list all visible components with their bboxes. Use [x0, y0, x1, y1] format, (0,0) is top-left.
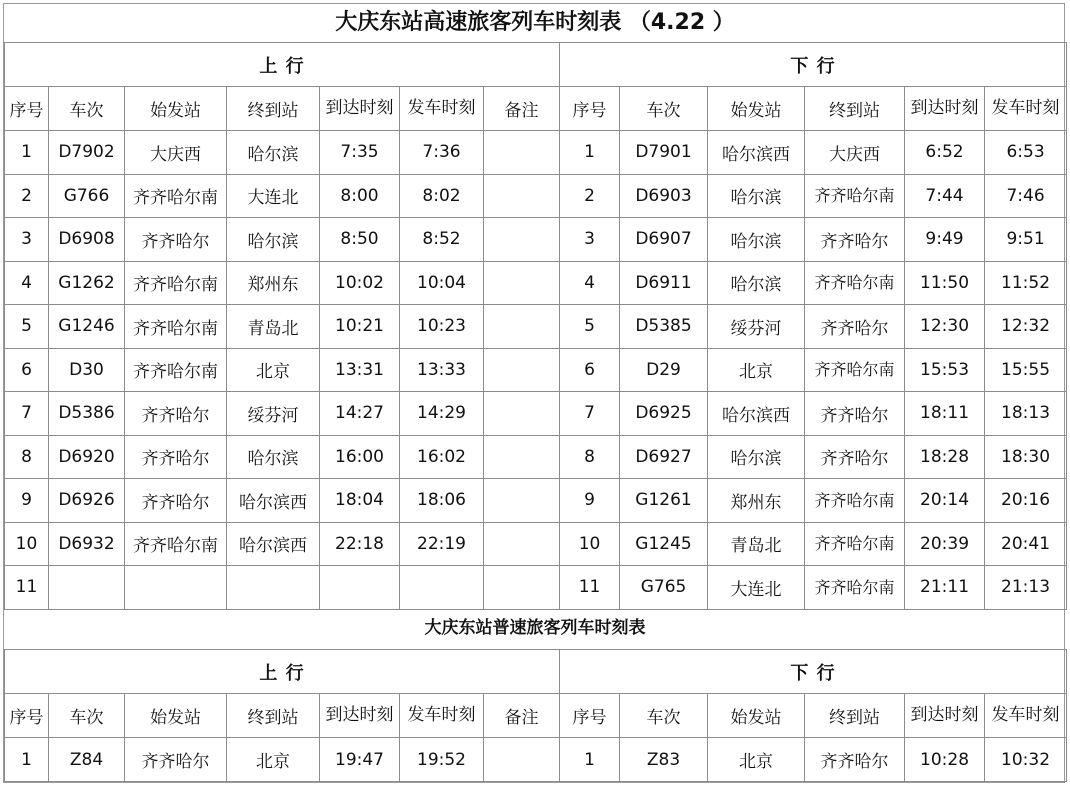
down-column-header: 序号	[560, 694, 620, 738]
down-cell: 青岛北	[708, 522, 805, 566]
up-cell: D30	[49, 348, 125, 392]
down-cell: 齐齐哈尔	[805, 738, 905, 782]
down-cell: 哈尔滨西	[708, 131, 805, 175]
down-cell: 哈尔滨	[708, 218, 805, 262]
down-cell: 齐齐哈尔南	[805, 522, 905, 566]
up-cell: 哈尔滨西	[227, 522, 320, 566]
down-cell: 4	[560, 261, 620, 305]
up-cell: 8:50	[320, 218, 400, 262]
up-cell: 齐齐哈尔	[125, 479, 227, 523]
down-cell: D7901	[620, 131, 708, 175]
down-column-header: 始发站	[708, 87, 805, 131]
down-cell: 11:52	[985, 261, 1067, 305]
down-cell: 齐齐哈尔南	[805, 348, 905, 392]
up-cell: 齐齐哈尔南	[125, 261, 227, 305]
down-cell: 3	[560, 218, 620, 262]
down-cell: G1245	[620, 522, 708, 566]
up-cell: 6	[5, 348, 49, 392]
down-cell: 9	[560, 479, 620, 523]
up-cell: 绥芬河	[227, 392, 320, 436]
table-row	[5, 479, 1067, 523]
down-cell: 齐齐哈尔	[805, 392, 905, 436]
down-column-header: 终到站	[805, 694, 905, 738]
up-cell: 齐齐哈尔	[125, 392, 227, 436]
down-cell: 20:14	[905, 479, 985, 523]
up-cell: 19:47	[320, 738, 400, 782]
up-cell: G1246	[49, 305, 125, 349]
down-cell: 12:30	[905, 305, 985, 349]
up-cell: D6920	[49, 435, 125, 479]
column-header-row	[5, 694, 1067, 738]
down-column-header: 到达时刻	[905, 87, 985, 131]
down-column-header: 车次	[620, 694, 708, 738]
up-column-header: 终到站	[227, 694, 320, 738]
up-cell	[484, 522, 560, 566]
down-cell: 齐齐哈尔	[805, 435, 905, 479]
down-cell: 21:13	[985, 566, 1067, 610]
up-column-header: 发车时刻	[400, 87, 484, 131]
up-cell	[125, 566, 227, 610]
down-cell: 21:11	[905, 566, 985, 610]
down-cell: 15:53	[905, 348, 985, 392]
up-column-header: 备注	[484, 694, 560, 738]
up-cell: 齐齐哈尔南	[125, 522, 227, 566]
up-cell	[484, 218, 560, 262]
up-cell: 16:02	[400, 435, 484, 479]
down-cell: 10	[560, 522, 620, 566]
down-cell: 郑州东	[708, 479, 805, 523]
up-cell: 7	[5, 392, 49, 436]
down-column-header: 车次	[620, 87, 708, 131]
table-row	[5, 131, 1067, 175]
down-cell: 8	[560, 435, 620, 479]
up-column-header: 到达时刻	[320, 694, 400, 738]
down-cell: G765	[620, 566, 708, 610]
down-cell: D6925	[620, 392, 708, 436]
up-cell: 哈尔滨	[227, 131, 320, 175]
down-cell: 12:32	[985, 305, 1067, 349]
down-cell: 10:28	[905, 738, 985, 782]
page-title: 大庆东站高速旅客列车时刻表 （4.22 ）	[335, 10, 735, 35]
up-cell	[484, 435, 560, 479]
up-cell: Z84	[49, 738, 125, 782]
down-cell: 7:46	[985, 174, 1067, 218]
up-cell: 北京	[227, 738, 320, 782]
up-cell: 8:52	[400, 218, 484, 262]
down-cell: 9:49	[905, 218, 985, 262]
up-cell: 齐齐哈尔	[125, 218, 227, 262]
down-cell: 18:13	[985, 392, 1067, 436]
down-column-header: 序号	[560, 87, 620, 131]
up-cell: 5	[5, 305, 49, 349]
down-column-header: 发车时刻	[985, 694, 1067, 738]
down-cell: 齐齐哈尔南	[805, 566, 905, 610]
down-cell: 齐齐哈尔南	[805, 479, 905, 523]
up-cell: D5386	[49, 392, 125, 436]
up-cell: 16:00	[320, 435, 400, 479]
up-cell: 8	[5, 435, 49, 479]
column-header-row	[5, 87, 1067, 131]
up-cell: 19:52	[400, 738, 484, 782]
up-cell: 18:04	[320, 479, 400, 523]
down-cell: 齐齐哈尔	[805, 305, 905, 349]
up-cell: 青岛北	[227, 305, 320, 349]
down-direction-label: 下 行	[560, 43, 1067, 87]
up-direction-label: 上 行	[5, 43, 560, 87]
up-column-header: 发车时刻	[400, 694, 484, 738]
up-cell: 22:19	[400, 522, 484, 566]
up-cell: 8:00	[320, 174, 400, 218]
up-cell: 4	[5, 261, 49, 305]
up-column-header: 车次	[49, 87, 125, 131]
up-cell: 10:21	[320, 305, 400, 349]
down-column-header: 终到站	[805, 87, 905, 131]
up-column-header: 到达时刻	[320, 87, 400, 131]
up-cell: 7:36	[400, 131, 484, 175]
up-cell: 10:04	[400, 261, 484, 305]
down-cell: D6927	[620, 435, 708, 479]
up-cell: 哈尔滨西	[227, 479, 320, 523]
down-cell: 齐齐哈尔南	[805, 261, 905, 305]
down-cell: 哈尔滨西	[708, 392, 805, 436]
down-cell: 18:11	[905, 392, 985, 436]
normal-speed-title: 大庆东站普速旅客列车时刻表	[424, 618, 646, 638]
up-cell: 齐齐哈尔南	[125, 348, 227, 392]
up-cell: D6908	[49, 218, 125, 262]
up-column-header: 备注	[484, 87, 560, 131]
up-cell: 大连北	[227, 174, 320, 218]
up-cell: 8:02	[400, 174, 484, 218]
up-cell: 9	[5, 479, 49, 523]
up-cell: 3	[5, 218, 49, 262]
down-cell: 11	[560, 566, 620, 610]
down-cell: D5385	[620, 305, 708, 349]
up-cell	[484, 392, 560, 436]
table-row	[5, 174, 1067, 218]
down-cell: 齐齐哈尔	[805, 218, 905, 262]
up-cell: 11	[5, 566, 49, 610]
down-column-header: 发车时刻	[985, 87, 1067, 131]
down-cell: 9:51	[985, 218, 1067, 262]
up-cell: 18:06	[400, 479, 484, 523]
down-cell: 10:32	[985, 738, 1067, 782]
down-cell: 哈尔滨	[708, 261, 805, 305]
up-cell	[484, 174, 560, 218]
up-cell: 14:27	[320, 392, 400, 436]
up-cell: 10	[5, 522, 49, 566]
table-row	[5, 218, 1067, 262]
up-cell	[484, 566, 560, 610]
up-column-header: 车次	[49, 694, 125, 738]
up-cell: 22:18	[320, 522, 400, 566]
up-direction-label: 上 行	[5, 650, 560, 694]
table-row	[5, 348, 1067, 392]
down-cell: Z83	[620, 738, 708, 782]
down-cell: 北京	[708, 348, 805, 392]
down-cell: 18:30	[985, 435, 1067, 479]
down-column-header: 到达时刻	[905, 694, 985, 738]
down-cell: 20:16	[985, 479, 1067, 523]
table-row	[5, 566, 1067, 610]
up-cell: D6932	[49, 522, 125, 566]
up-cell	[484, 305, 560, 349]
table-row	[5, 522, 1067, 566]
down-cell: D6903	[620, 174, 708, 218]
up-cell: 哈尔滨	[227, 435, 320, 479]
up-cell	[484, 479, 560, 523]
up-cell: D6926	[49, 479, 125, 523]
down-cell: 11:50	[905, 261, 985, 305]
up-cell	[320, 566, 400, 610]
up-cell: G766	[49, 174, 125, 218]
up-cell: 13:31	[320, 348, 400, 392]
down-cell: 哈尔滨	[708, 174, 805, 218]
up-column-header: 序号	[5, 87, 49, 131]
up-cell: 10:02	[320, 261, 400, 305]
down-cell: 5	[560, 305, 620, 349]
up-column-header: 终到站	[227, 87, 320, 131]
table-row	[5, 305, 1067, 349]
down-cell: 1	[560, 738, 620, 782]
table-row	[5, 738, 1067, 782]
down-cell: G1261	[620, 479, 708, 523]
down-cell: 20:39	[905, 522, 985, 566]
down-cell: 18:28	[905, 435, 985, 479]
table-row	[5, 392, 1067, 436]
down-cell: 齐齐哈尔南	[805, 174, 905, 218]
up-cell: 1	[5, 131, 49, 175]
up-cell: 7:35	[320, 131, 400, 175]
down-cell: 15:55	[985, 348, 1067, 392]
table-row	[5, 261, 1067, 305]
up-cell	[49, 566, 125, 610]
high-speed-table	[4, 42, 1067, 610]
up-cell: 齐齐哈尔南	[125, 305, 227, 349]
down-cell: 大庆西	[805, 131, 905, 175]
up-cell	[400, 566, 484, 610]
up-cell: 大庆西	[125, 131, 227, 175]
up-cell	[484, 738, 560, 782]
down-column-header: 始发站	[708, 694, 805, 738]
down-cell: 7:44	[905, 174, 985, 218]
up-cell	[227, 566, 320, 610]
down-cell: 北京	[708, 738, 805, 782]
up-cell: 10:23	[400, 305, 484, 349]
up-cell: 郑州东	[227, 261, 320, 305]
up-cell: G1262	[49, 261, 125, 305]
up-column-header: 始发站	[125, 694, 227, 738]
up-cell: 北京	[227, 348, 320, 392]
down-cell: 6	[560, 348, 620, 392]
direction-row	[5, 650, 1067, 694]
up-cell: 哈尔滨	[227, 218, 320, 262]
up-cell: 齐齐哈尔	[125, 738, 227, 782]
up-cell: 齐齐哈尔南	[125, 174, 227, 218]
up-cell: 14:29	[400, 392, 484, 436]
down-cell: 7	[560, 392, 620, 436]
down-cell: 20:41	[985, 522, 1067, 566]
down-cell: 6:52	[905, 131, 985, 175]
up-cell	[484, 131, 560, 175]
up-cell: 齐齐哈尔	[125, 435, 227, 479]
up-cell: 13:33	[400, 348, 484, 392]
down-cell: D6907	[620, 218, 708, 262]
down-cell: 6:53	[985, 131, 1067, 175]
table-row	[5, 435, 1067, 479]
down-cell: D29	[620, 348, 708, 392]
up-column-header: 序号	[5, 694, 49, 738]
up-column-header: 始发站	[125, 87, 227, 131]
up-cell	[484, 261, 560, 305]
normal-speed-table	[4, 649, 1067, 782]
down-cell: 绥芬河	[708, 305, 805, 349]
down-cell: 2	[560, 174, 620, 218]
down-direction-label: 下 行	[560, 650, 1067, 694]
up-cell	[484, 348, 560, 392]
down-cell: 哈尔滨	[708, 435, 805, 479]
down-cell: 大连北	[708, 566, 805, 610]
up-cell: D7902	[49, 131, 125, 175]
down-cell: 1	[560, 131, 620, 175]
direction-row	[5, 43, 1067, 87]
up-cell: 1	[5, 738, 49, 782]
up-cell: 2	[5, 174, 49, 218]
down-cell: D6911	[620, 261, 708, 305]
timetable-frame	[3, 3, 1065, 783]
